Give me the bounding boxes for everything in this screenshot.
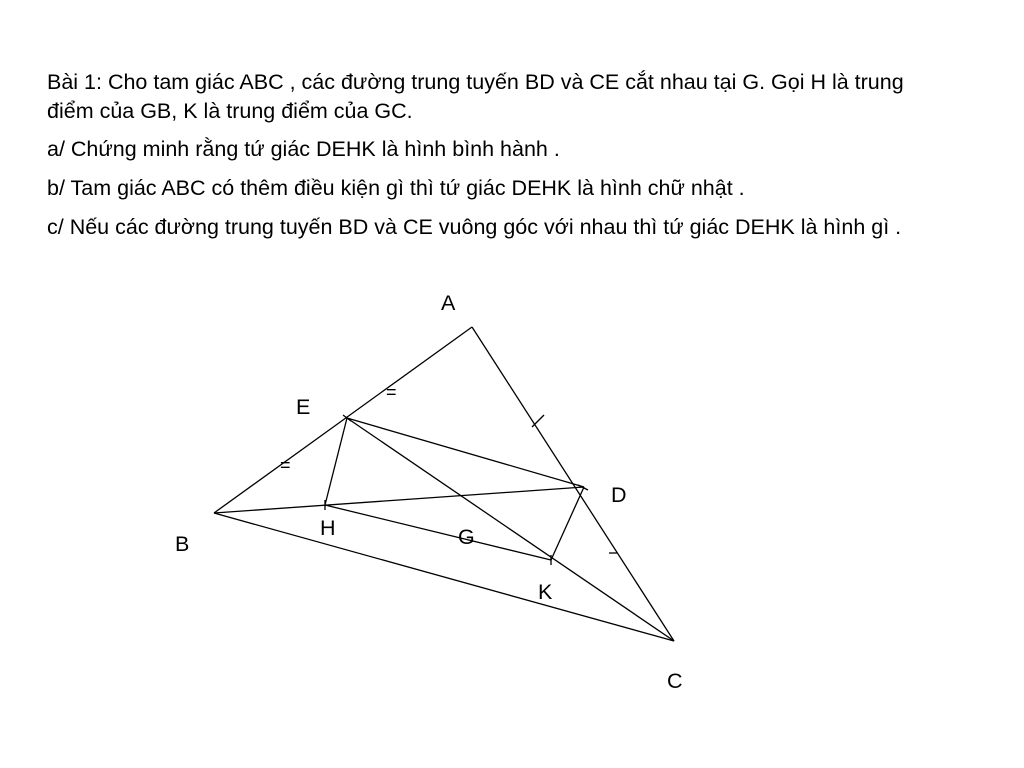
label-e: E <box>296 395 311 419</box>
side-ab <box>214 327 472 513</box>
equal-mark-ae: = <box>386 382 397 402</box>
equal-mark-eb: = <box>280 455 291 475</box>
label-k: K <box>538 580 553 604</box>
label-d: D <box>611 483 627 507</box>
label-g: G <box>458 525 475 549</box>
problem-part-b: b/ Tam giác ABC có thêm điều kiện gì thì tứ giác DEHK là hình chữ nhật . <box>47 176 745 200</box>
segment-ed <box>347 418 584 487</box>
segment-dk <box>551 487 584 560</box>
label-h: H <box>320 516 336 540</box>
label-c: C <box>667 669 683 693</box>
problem-part-a: a/ Chứng minh rằng tứ giác DEHK là hình bình hành . <box>47 137 560 161</box>
problem-part-c: c/ Nếu các đường trung tuyến BD và CE vuông góc với nhau thì tứ giác DEHK là hình gì . <box>47 215 902 239</box>
label-b: B <box>175 532 190 556</box>
tick-mark-ad <box>532 415 544 427</box>
label-a: A <box>441 291 456 315</box>
side-bc <box>214 513 674 641</box>
median-ce <box>347 418 674 641</box>
problem-intro: Bài 1: Cho tam giác ABC , các đường trung tuyến BD và CE cắt nhau tại G. Gọi H là trung điểm của GB, K là trung điểm của GC. <box>47 70 904 123</box>
median-bd <box>214 487 584 513</box>
segment-hk <box>325 505 551 560</box>
